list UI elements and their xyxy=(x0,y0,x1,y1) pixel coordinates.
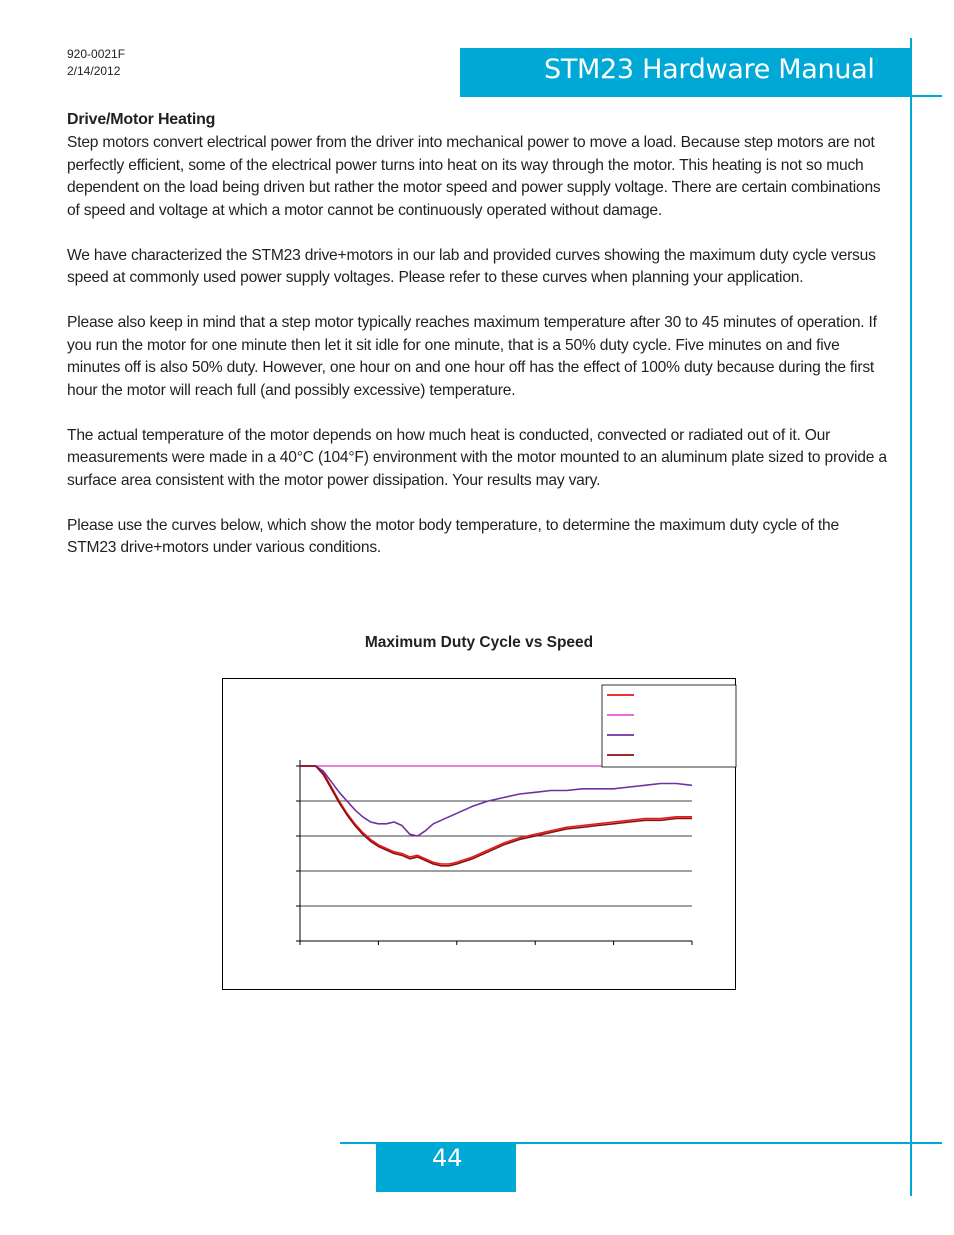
chart-title: Maximum Duty Cycle vs Speed xyxy=(364,634,594,651)
paragraph-5: Please use the curves below, which show the motor body temperature, to determine the maximum duty cycle of the STM23 drive+motors under various conditions. xyxy=(67,516,839,556)
document-date: 2/14/2012 xyxy=(67,64,121,78)
paragraph-1: Step motors convert electrical power from the driver into mechanical power to move a load. Because step motors are not perfectly efficient, some of the electrical power turns into heat on its way through the motor. This heating is not so much dependent on the load being driven but rather the motor speed and power supply voltage. There are certain combinations of speed and voltage at which a motor cannot be continuously operated without damage. xyxy=(67,134,881,219)
paragraph-3: Please also keep in mind that a step motor typically reaches maximum temperature after 30 to 45 minutes of operation. If you run the motor for one minute then let it sit idle for one minute, that is a 50% duty cycle. Five minutes on and five minutes off is also 50% duty. However, one hour on and one hour off has the effect of 100% duty because during the first hour the motor will reach full (and possibly excessive) temperature. xyxy=(67,314,877,399)
page-number-box xyxy=(376,1144,516,1192)
header-band xyxy=(460,48,912,96)
page-title: STM23 Hardware Manual xyxy=(544,54,875,85)
section-content xyxy=(67,108,889,582)
document-number: 920-0021F xyxy=(67,47,126,61)
document-meta xyxy=(67,46,125,80)
section-heading: Drive/Motor Heating xyxy=(67,111,216,128)
series-line-4 xyxy=(300,766,692,866)
header-rule xyxy=(460,95,942,97)
paragraph-4: The actual temperature of the motor depends on how much heat is conducted, convected or radiated out of it. Our measurements were made in a 40°C (104°F) environment with the motor mounted to an aluminum plate sized to provide a surface area consistent with the motor power dissipation. Your results may vary. xyxy=(67,426,887,489)
right-margin-rule xyxy=(910,38,912,1196)
duty-cycle-chart xyxy=(223,679,737,991)
paragraph-2: We have characterized the STM23 drive+motors in our lab and provided curves showing the maximum duty cycle versus speed at commonly used power supply voltages. Please refer to these curves when planning your application. xyxy=(67,246,876,286)
chart-frame xyxy=(222,678,736,990)
page-number: 44 xyxy=(432,1144,463,1172)
series-line-1 xyxy=(300,766,692,864)
